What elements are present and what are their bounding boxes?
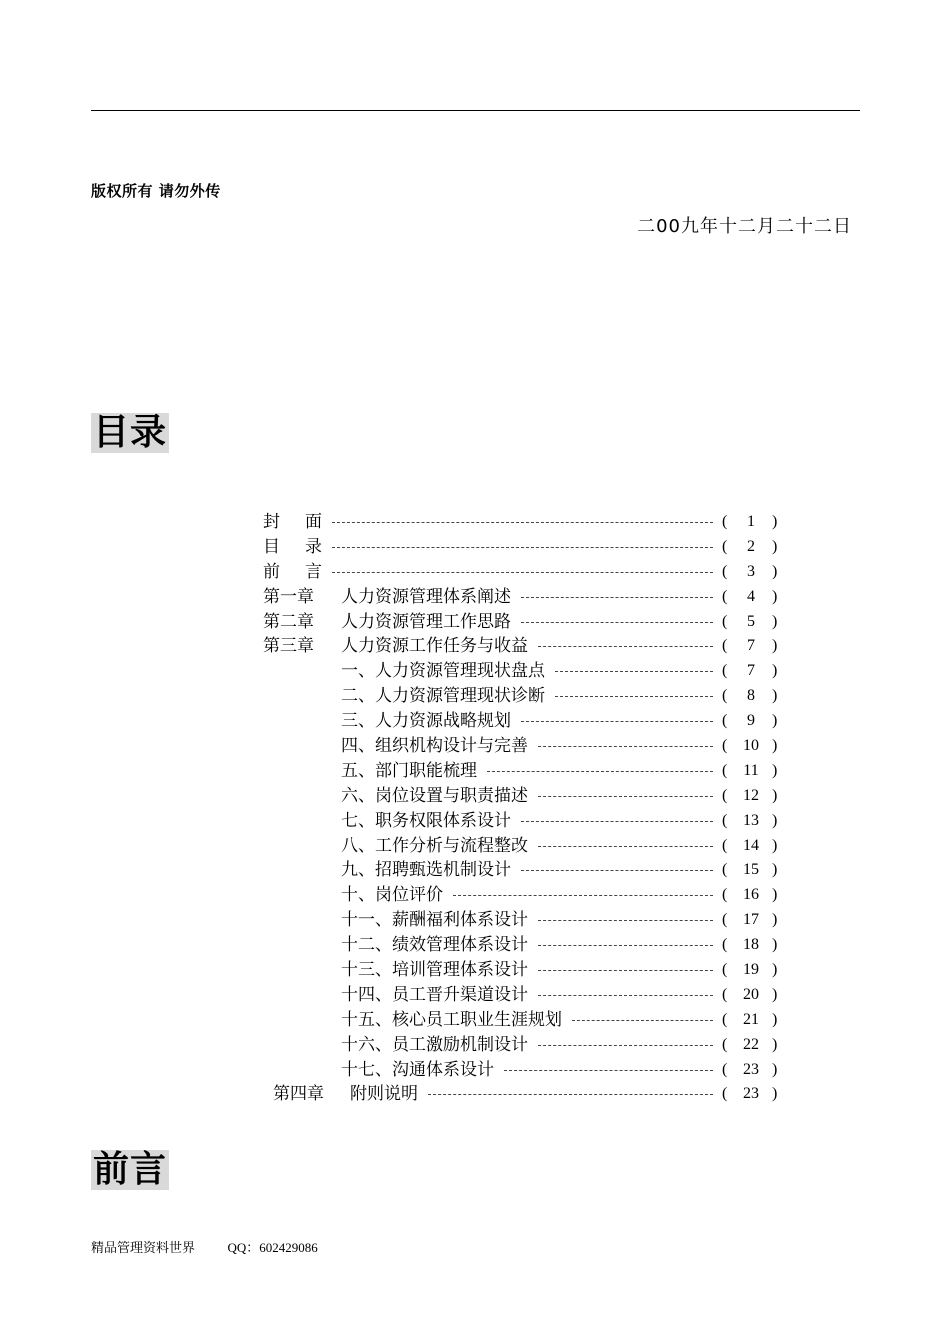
toc-paren-open: ( bbox=[722, 662, 728, 680]
toc-entry-title: 人力资源管理工作思路 bbox=[341, 611, 511, 632]
toc-paren-open: ( bbox=[722, 562, 728, 580]
toc-entry bbox=[0, 858, 950, 883]
toc-entry bbox=[0, 1082, 950, 1107]
toc-entry-title: 人力资源工作任务与收益 bbox=[341, 636, 528, 657]
toc-page-number: 15 bbox=[743, 861, 759, 879]
toc-entry bbox=[0, 560, 950, 585]
toc-entry bbox=[0, 510, 950, 535]
toc-paren-close: ) bbox=[772, 712, 778, 730]
toc-paren-close: ) bbox=[772, 662, 778, 680]
toc-page-number: 12 bbox=[743, 786, 759, 804]
toc-entry bbox=[0, 610, 950, 635]
toc-paren-open: ( bbox=[722, 911, 728, 929]
toc-paren-close: ) bbox=[772, 537, 778, 555]
toc-entry bbox=[0, 933, 950, 958]
toc-entry bbox=[0, 908, 950, 933]
toc-leader-dots bbox=[538, 995, 713, 996]
toc-leader-dots bbox=[572, 1020, 713, 1021]
toc-paren-close: ) bbox=[772, 786, 778, 804]
toc-paren-open: ( bbox=[722, 786, 728, 804]
toc-paren-open: ( bbox=[722, 1085, 728, 1103]
toc-paren-open: ( bbox=[722, 737, 728, 755]
toc-entry-title: 十七、沟通体系设计 bbox=[341, 1059, 494, 1080]
toc-page-number: 23 bbox=[743, 1060, 759, 1078]
toc-leader-dots bbox=[453, 895, 713, 896]
toc-entry bbox=[0, 958, 950, 983]
copyright-notice: 版权所有 请勿外传 bbox=[91, 182, 221, 200]
toc-paren-open: ( bbox=[722, 811, 728, 829]
toc-paren-open: ( bbox=[722, 886, 728, 904]
toc-paren-open: ( bbox=[722, 513, 728, 530]
toc-entry-title: 七、职务权限体系设计 bbox=[341, 810, 511, 831]
toc-paren-open: ( bbox=[722, 612, 728, 630]
toc-page-number: 17 bbox=[743, 911, 759, 929]
toc-page-number: 20 bbox=[743, 985, 759, 1003]
document-date: 二00九年十二月二十二日 bbox=[637, 216, 852, 237]
toc-page-number: 19 bbox=[743, 961, 759, 979]
toc-leader-dots bbox=[521, 821, 713, 822]
toc-paren-open: ( bbox=[722, 961, 728, 979]
toc-entry-title: 十、岗位评价 bbox=[341, 885, 443, 906]
toc-heading: 目录 bbox=[93, 412, 168, 453]
toc-entry-title: 四、组织机构设计与完善 bbox=[341, 736, 528, 757]
toc-leader-dots bbox=[487, 771, 713, 772]
toc-leader-dots bbox=[538, 920, 713, 921]
toc-leader-dots bbox=[555, 671, 713, 672]
preface-heading: 前言 bbox=[93, 1149, 168, 1190]
toc-leader-dots bbox=[332, 547, 713, 548]
toc-paren-close: ) bbox=[772, 612, 778, 630]
toc-entry-prefix: 封 bbox=[263, 512, 280, 532]
toc-paren-close: ) bbox=[772, 811, 778, 829]
toc-entry-title: 十三、培训管理体系设计 bbox=[341, 960, 528, 981]
toc-page-number: 3 bbox=[747, 562, 755, 580]
toc-entry bbox=[0, 535, 950, 560]
toc-paren-close: ) bbox=[772, 1035, 778, 1053]
toc-leader-dots bbox=[332, 572, 713, 573]
toc-paren-open: ( bbox=[722, 1035, 728, 1053]
toc-paren-close: ) bbox=[772, 886, 778, 904]
toc-page-number: 9 bbox=[747, 712, 755, 730]
footer-qq: QQ：602429086 bbox=[227, 1240, 318, 1255]
toc-leader-dots bbox=[538, 746, 713, 747]
footer-site: 精品管理资料世界 bbox=[91, 1240, 196, 1255]
toc-entry-prefix: 第四章 bbox=[273, 1084, 324, 1105]
toc-paren-close: ) bbox=[772, 513, 778, 530]
toc-entry-title: 十四、员工晋升渠道设计 bbox=[341, 984, 528, 1005]
toc-paren-open: ( bbox=[722, 537, 728, 555]
toc-paren-open: ( bbox=[722, 861, 728, 879]
toc-paren-close: ) bbox=[772, 985, 778, 1003]
toc-entry bbox=[0, 1033, 950, 1058]
toc-leader-dots bbox=[538, 945, 713, 946]
toc-page-number: 11 bbox=[743, 761, 759, 779]
toc-paren-close: ) bbox=[772, 562, 778, 580]
toc-entry bbox=[0, 684, 950, 709]
toc-leader-dots bbox=[521, 622, 713, 623]
toc-entry-title: 五、部门职能梳理 bbox=[341, 760, 477, 781]
toc-entry-title: 十一、薪酬福利体系设计 bbox=[341, 910, 528, 931]
toc-page-number: 10 bbox=[743, 737, 759, 755]
toc-entry bbox=[0, 634, 950, 659]
footer bbox=[91, 1237, 318, 1256]
toc-entry-prefix: 第一章 bbox=[263, 586, 314, 607]
toc-entry-prefix: 第二章 bbox=[263, 611, 314, 632]
toc-paren-close: ) bbox=[772, 911, 778, 929]
toc-entry-title: 十六、员工激励机制设计 bbox=[341, 1034, 528, 1055]
toc-leader-dots bbox=[521, 870, 713, 871]
toc-leader-dots bbox=[332, 522, 713, 523]
toc-entry bbox=[0, 759, 950, 784]
toc-entry-title: 十二、绩效管理体系设计 bbox=[341, 935, 528, 956]
toc-page-number: 18 bbox=[743, 936, 759, 954]
toc-paren-open: ( bbox=[722, 687, 728, 705]
toc-paren-close: ) bbox=[772, 687, 778, 705]
toc-paren-close: ) bbox=[772, 961, 778, 979]
toc-leader-dots bbox=[538, 1045, 713, 1046]
toc-page-number: 4 bbox=[747, 587, 755, 605]
toc-entry-title: 二、人力资源管理现状诊断 bbox=[341, 686, 545, 707]
toc-entry bbox=[0, 983, 950, 1008]
toc-leader-dots bbox=[521, 597, 713, 598]
toc-paren-open: ( bbox=[722, 587, 728, 605]
toc-paren-close: ) bbox=[772, 587, 778, 605]
toc-entry bbox=[0, 1058, 950, 1083]
toc-paren-open: ( bbox=[722, 1010, 728, 1028]
toc-entry-prefix: 第三章 bbox=[263, 636, 314, 657]
toc-entry-title: 一、人力资源管理现状盘点 bbox=[341, 661, 545, 682]
toc-paren-open: ( bbox=[722, 1060, 728, 1078]
toc-page-number: 2 bbox=[747, 537, 755, 555]
toc-paren-open: ( bbox=[722, 712, 728, 730]
toc-entry-title: 人力资源管理体系阐述 bbox=[341, 586, 511, 607]
toc-leader-dots bbox=[521, 721, 713, 722]
toc-leader-dots bbox=[555, 696, 713, 697]
toc-page-number: 1 bbox=[747, 513, 755, 530]
toc-leader-dots bbox=[504, 1070, 713, 1071]
toc-leader-dots bbox=[428, 1094, 713, 1095]
toc-paren-close: ) bbox=[772, 836, 778, 854]
toc-page-number: 7 bbox=[747, 637, 755, 655]
toc-paren-close: ) bbox=[772, 761, 778, 779]
toc-page-number: 21 bbox=[743, 1010, 759, 1028]
toc-paren-close: ) bbox=[772, 737, 778, 755]
toc-entry bbox=[0, 809, 950, 834]
toc-page-number: 23 bbox=[743, 1085, 759, 1103]
toc-page-number: 13 bbox=[743, 811, 759, 829]
toc-page-number: 8 bbox=[747, 687, 755, 705]
toc-paren-close: ) bbox=[772, 936, 778, 954]
toc-paren-open: ( bbox=[722, 761, 728, 779]
toc-entry bbox=[0, 709, 950, 734]
toc-page-number: 14 bbox=[743, 836, 759, 854]
toc-entry bbox=[0, 834, 950, 859]
toc-page-number: 22 bbox=[743, 1035, 759, 1053]
toc-entry-prefix: 前 bbox=[263, 561, 280, 582]
toc-entry-title: 八、工作分析与流程整改 bbox=[341, 835, 528, 856]
toc-paren-close: ) bbox=[772, 1010, 778, 1028]
toc-entry-title: 录 bbox=[305, 536, 322, 557]
toc-paren-close: ) bbox=[772, 861, 778, 879]
toc-entry-prefix: 目 bbox=[263, 536, 280, 557]
toc-page-number: 5 bbox=[747, 612, 755, 630]
toc-entry-title: 三、人力资源战略规划 bbox=[341, 711, 511, 732]
toc-entry bbox=[0, 883, 950, 908]
header-rule bbox=[91, 110, 860, 111]
toc-leader-dots bbox=[538, 796, 713, 797]
toc-entry bbox=[0, 734, 950, 759]
toc-paren-open: ( bbox=[722, 836, 728, 854]
toc-paren-close: ) bbox=[772, 1085, 778, 1103]
toc-paren-open: ( bbox=[722, 936, 728, 954]
toc-paren-close: ) bbox=[772, 637, 778, 655]
toc-page-number: 7 bbox=[747, 662, 755, 680]
table-of-contents bbox=[0, 510, 950, 1107]
toc-entry bbox=[0, 784, 950, 809]
toc-entry-title: 六、岗位设置与职责描述 bbox=[341, 785, 528, 806]
toc-leader-dots bbox=[538, 846, 713, 847]
toc-leader-dots bbox=[538, 970, 713, 971]
toc-entry bbox=[0, 585, 950, 610]
toc-paren-close: ) bbox=[772, 1060, 778, 1078]
toc-leader-dots bbox=[538, 646, 713, 647]
toc-paren-open: ( bbox=[722, 637, 728, 655]
toc-entry-title: 九、招聘甄选机制设计 bbox=[341, 860, 511, 881]
toc-paren-open: ( bbox=[722, 985, 728, 1003]
toc-entry bbox=[0, 1008, 950, 1033]
toc-entry-title: 面 bbox=[305, 512, 322, 532]
toc-entry-title: 附则说明 bbox=[350, 1084, 418, 1105]
toc-entry bbox=[0, 659, 950, 684]
toc-page-number: 16 bbox=[743, 886, 759, 904]
toc-entry-title: 十五、核心员工职业生涯规划 bbox=[341, 1009, 562, 1030]
toc-entry-title: 言 bbox=[305, 561, 322, 582]
